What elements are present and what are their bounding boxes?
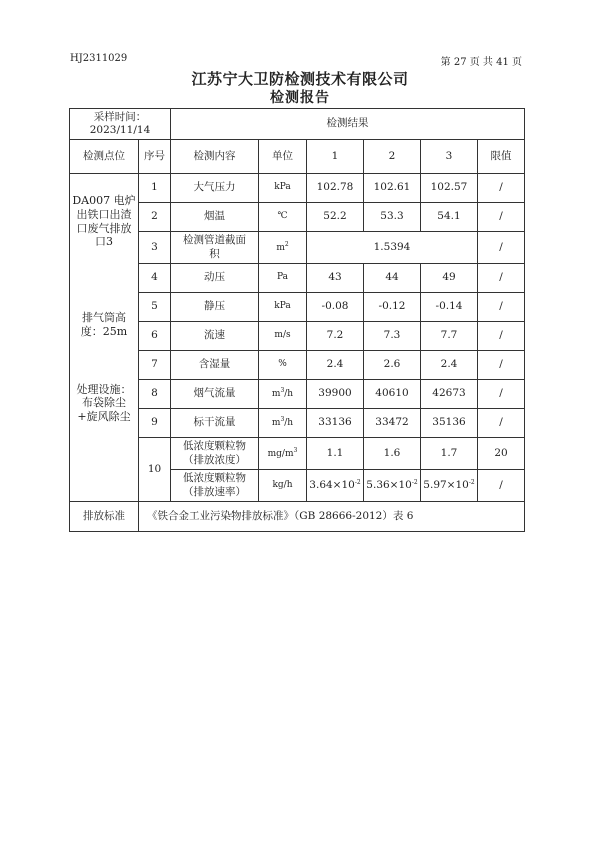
sampling-date: 2023/11/14 [89,124,151,136]
row-seq: 3 [139,232,171,264]
sampling-time-cell [70,109,171,140]
row-result-3: -0.14 [421,293,478,322]
row-item: 低浓度颗粒物 （排放速率） [171,470,259,502]
row-unit: kPa [259,174,307,203]
row-item: 大气压力 [171,174,259,203]
row-result-3: 7.7 [421,322,478,351]
row-result-3: 49 [421,264,478,293]
row-result-1: 102.78 [307,174,364,203]
standard-row [70,502,525,532]
row-item: 低浓度颗粒物 （排放浓度） [171,438,259,470]
row-limit: / [478,380,525,409]
results-header: 检测结果 [171,109,525,140]
row-seq: 9 [139,409,171,438]
row-unit: kg/h [259,470,307,502]
row-result-1: 52.2 [307,203,364,232]
sampling-time-label: 采样时间： [93,110,147,123]
table-row [70,409,525,438]
row-limit: 20 [478,438,525,470]
row-item: 动压 [171,264,259,293]
page-indicator: 第 27 页 共 41 页 [440,57,522,68]
col-header-limit: 限值 [478,140,525,174]
row-item: 烟温 [171,203,259,232]
row-result-3: 102.57 [421,174,478,203]
row-result-2: 53.3 [364,203,421,232]
row-result-3: 35136 [421,409,478,438]
report-title: 检测报告 [270,90,330,106]
row-item: 检测管道截面积 [171,232,259,264]
row-unit: % [259,351,307,380]
row-result-1: 43 [307,264,364,293]
row-unit: kPa [259,293,307,322]
row-limit: / [478,470,525,502]
table-row [70,174,525,203]
results-table [69,108,525,532]
row-item: 静压 [171,293,259,322]
row-result-2: -0.12 [364,293,421,322]
row-result-1: 39900 [307,380,364,409]
row-result-1: $3.64\times 10^{-2}$ [307,470,364,502]
stack-height: 排气筒高度：25m [80,311,128,338]
col-header-item: 检测内容 [171,140,259,174]
row-seq: 5 [139,293,171,322]
col-header-site: 检测点位 [70,140,139,174]
row-limit: / [478,264,525,293]
row-result-1: 33136 [307,409,364,438]
col-header-result-1: 1 [307,140,364,174]
row-unit: ℃ [259,203,307,232]
table-row [70,380,525,409]
row-seq: 1 [139,174,171,203]
table-row [70,264,525,293]
row-result-1: 2.4 [307,351,364,380]
col-header-seq: 序号 [139,140,171,174]
row-unit: $mg/m^3$ [259,438,307,470]
row-result-3: 54.1 [421,203,478,232]
row-unit: m/s [259,322,307,351]
row-result-3: 42673 [421,380,478,409]
row-limit: / [478,351,525,380]
row-unit: Pa [259,264,307,293]
treatment-facility: 处理设施：布袋除尘+旋风除尘 [76,382,132,423]
table-row [70,351,525,380]
col-header-result-2: 2 [364,140,421,174]
row-unit: $m^3/h$ [259,409,307,438]
row-result-3: 2.4 [421,351,478,380]
row-seq: 10 [139,438,171,502]
row-seq: 2 [139,203,171,232]
row-item: 烟气流量 [171,380,259,409]
col-header-unit: 单位 [259,140,307,174]
report-number: HJ2311029 [70,53,128,64]
row-result-1: 7.2 [307,322,364,351]
row-limit: / [478,322,525,351]
row-merged-result: 1.5394 [307,232,478,264]
site-name: DA007 电炉出铁口出渣口废气排放口3 [72,194,136,249]
row-seq: 8 [139,380,171,409]
table-row [70,322,525,351]
row-result-2: 44 [364,264,421,293]
row-limit: / [478,232,525,264]
col-header-result-3: 3 [421,140,478,174]
table-row [70,438,525,470]
row-unit: $m^3/h$ [259,380,307,409]
row-unit: $m^2$ [259,232,307,264]
row-item: 含湿量 [171,351,259,380]
standard-value: 《铁合金工业污染物排放标准》（GB 28666-2012）表 6 [139,502,525,532]
row-result-3: $5.97\times 10^{-2}$ [421,470,478,502]
row-result-2: 1.6 [364,438,421,470]
row-item: 流速 [171,322,259,351]
table-row [70,232,525,264]
table-row [70,293,525,322]
row-item: 标干流量 [171,409,259,438]
row-seq: 6 [139,322,171,351]
row-seq: 4 [139,264,171,293]
row-result-3: 1.7 [421,438,478,470]
company-name: 江苏宁大卫防检测技术有限公司 [191,70,409,88]
row-result-1: -0.08 [307,293,364,322]
row-result-2: 2.6 [364,351,421,380]
site-info-cell [70,174,139,502]
row-result-2: 7.3 [364,322,421,351]
row-limit: / [478,409,525,438]
standard-label: 排放标准 [70,502,139,532]
row-result-2: 33472 [364,409,421,438]
row-result-2: $5.36\times 10^{-2}$ [364,470,421,502]
row-result-2: 102.61 [364,174,421,203]
row-limit: / [478,203,525,232]
row-limit: / [478,293,525,322]
row-limit: / [478,174,525,203]
table-row [70,203,525,232]
row-seq: 7 [139,351,171,380]
row-result-1: 1.1 [307,438,364,470]
row-result-2: 40610 [364,380,421,409]
